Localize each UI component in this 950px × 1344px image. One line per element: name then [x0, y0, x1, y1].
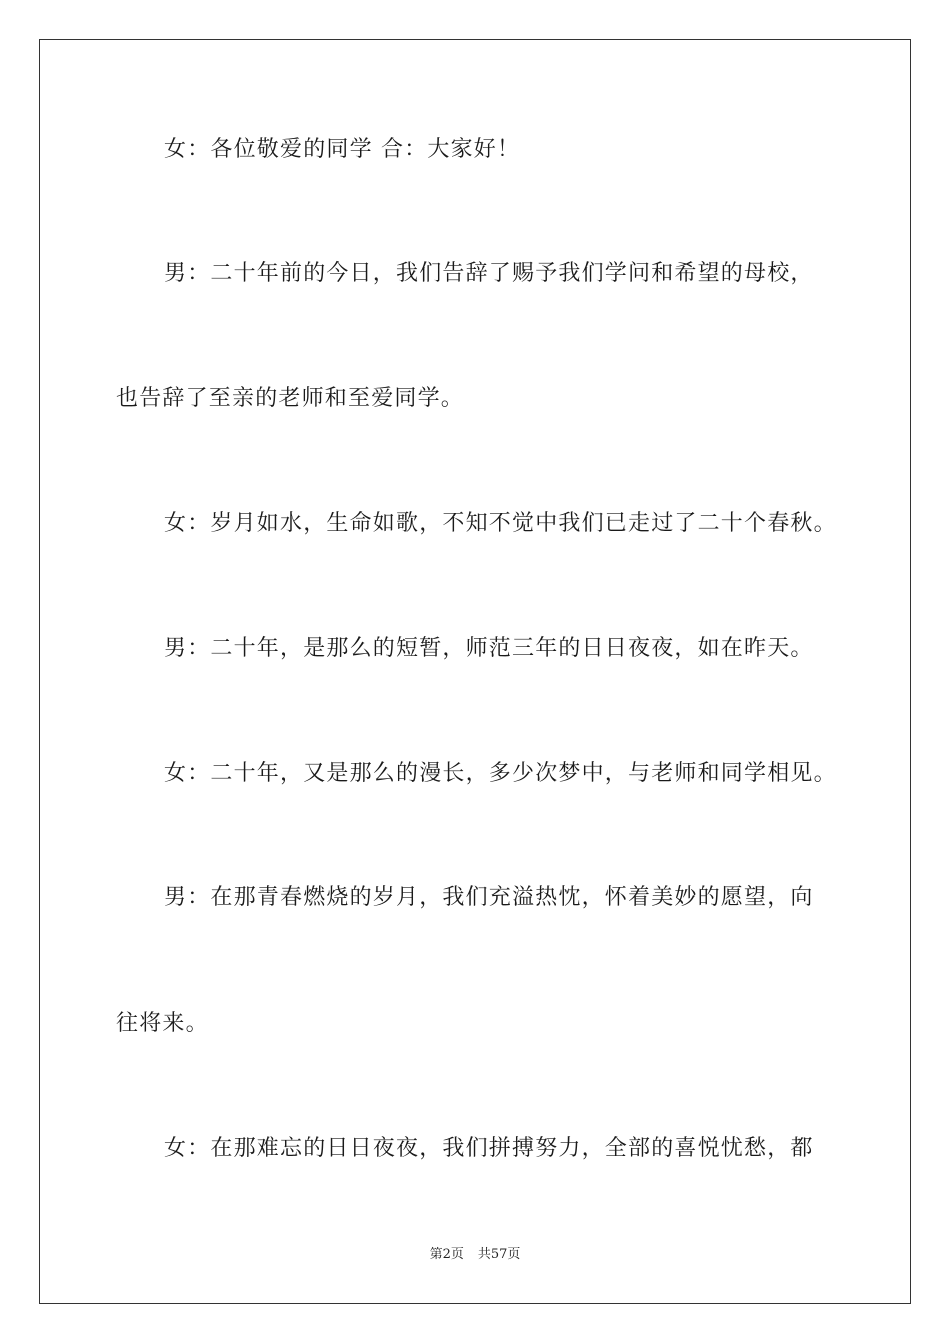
- page-border: [39, 39, 911, 1304]
- text-line-7: 男：在那青春燃烧的岁月，我们充溢热忱，怀着美妙的愿望，向: [164, 885, 814, 910]
- page-footer: [0, 1246, 950, 1264]
- text-line-9: 女：在那难忘的日日夜夜，我们拼搏努力，全部的喜悦忧愁，都: [164, 1136, 814, 1161]
- text-line-1: 女：各位敬爱的同学 合：大家好！: [164, 137, 521, 162]
- text-line-5: 男：二十年，是那么的短暂，师范三年的日日夜夜，如在昨天。: [164, 636, 814, 661]
- text-line-6: 女：二十年，又是那么的漫长，多少次梦中，与老师和同学相见。: [164, 761, 837, 786]
- text-line-4: 女：岁月如水，生命如歌，不知不觉中我们已走过了二十个春秋。: [164, 511, 837, 536]
- text-line-2: 男：二十年前的今日，我们告辞了赐予我们学问和希望的母校，: [164, 261, 814, 286]
- page-total: 共57页: [477, 1247, 521, 1262]
- text-line-8: 往将来。: [116, 1011, 209, 1036]
- text-line-3: 也告辞了至亲的老师和至爱同学。: [116, 386, 465, 411]
- page-number: 第2页: [429, 1247, 464, 1262]
